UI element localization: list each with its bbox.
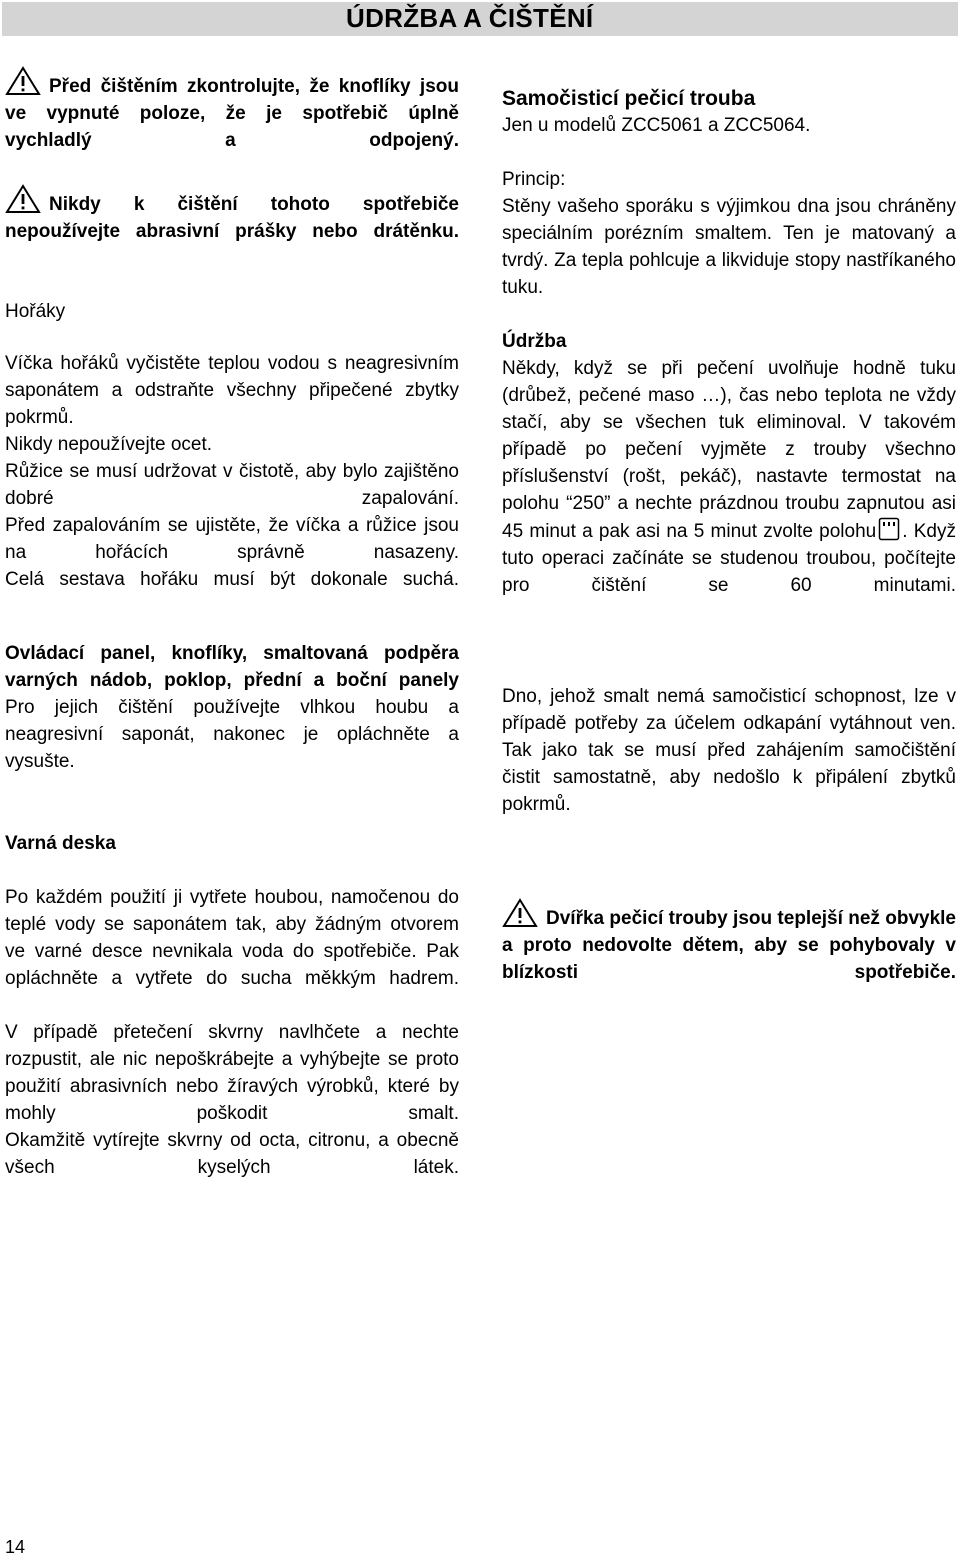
burners-title: Hořáky xyxy=(5,301,66,322)
hob-section xyxy=(5,830,459,1181)
page-number: 14 xyxy=(5,1537,26,1557)
warning-2-text: Nikdy k čištění tohoto spotřebiče nepoužívejte abrasivní prášky nebo drátěnku. xyxy=(5,194,459,242)
hob-paragraph: Po každém použití ji vytřete houbou, namočenou do teplé vody se saponátem tak, aby žádným otvorem ve varné desce nevnikala voda do spotřebiče. Pak opláchněte a vytřete do sucha měkkým hadrem. xyxy=(5,887,459,989)
warning-2 xyxy=(5,184,459,245)
maintenance-body xyxy=(502,355,956,599)
panel-title: Ovládací panel, knoflíky, smaltovaná podpěra varných nádob, poklop, přední a boční panely xyxy=(5,643,459,691)
panel-body: Pro jejich čištění používejte vlhkou houbu a neagresivní saponát, nakonec je opláchněte a vysušte. xyxy=(5,697,459,772)
principle-title: Princip: xyxy=(502,169,566,190)
burners-section xyxy=(5,298,459,593)
bottom-paragraph: Dno, jehož smalt nemá samočisticí schopnost, lze v případě potřeby za účelem odkapání vytáhnout ven. xyxy=(502,686,956,734)
warning-triangle-icon xyxy=(502,898,538,928)
maintenance-section xyxy=(502,328,956,599)
burners-paragraph: Nikdy nepoužívejte ocet. xyxy=(5,434,213,455)
maintenance-title: Údržba xyxy=(502,331,567,352)
warning-3 xyxy=(502,898,956,986)
hob-paragraph: Okamžitě vytírejte skvrny od octa, citronu, a obecně všech kyselých látek. xyxy=(5,1130,459,1178)
principle-body: Stěny vašeho sporáku s výjimkou dna jsou chráněny speciálním porézním smaltem. Ten je matovaný a tvrdý. Za tepla pohlcuje a likviduje stopy nastříkaného tuku. xyxy=(502,196,956,298)
hob-paragraph: V případě přetečení skvrny navlhčete a nechte rozpustit, ale nic nepoškrábejte a vyhýbejte se proto použití abrasivních nebo žíravých výrobků, které by mohly poškodit smalt. xyxy=(5,1022,459,1124)
warning-1-text: Před čištěním zkontrolujte, že knoflíky jsou ve vypnuté poloze, že je spotřebič úplně vychladlý a odpojený. xyxy=(5,76,459,151)
oven-models: Jen u modelů ZCC5061 a ZCC5064. xyxy=(502,115,811,136)
hob-title: Varná deska xyxy=(5,833,116,854)
warning-triangle-icon xyxy=(5,184,41,214)
maintenance-body-part: Někdy, když se při pečení uvolňuje hodně tuku (drůbež, pečené maso …), čas nebo teplota ne vždy stačí, aby se všechen tuk eliminoval. V takovém případě po pečení vyjměte z trouby všechno příslušenství (rošt, pekáč), nastavte termostat na polohu “250” a nechte prázdnou troubu zapnutou asi 45 minut a pak asi na 5 minut zvolte polohu xyxy=(502,358,956,542)
warning-3-text: Dvířka pečicí trouby jsou teplejší než obvykle a proto nedovolte dětem, aby se pohybovaly v blízkosti spotřebiče. xyxy=(502,908,956,983)
oven-top-heat-icon xyxy=(878,517,900,541)
bottom-paragraph: Tak jako tak se musí před zahájením samočištění čistit samostatně, aby nedošlo k připálení zbytků pokrmů. xyxy=(502,740,956,815)
bottom-section xyxy=(502,683,956,818)
page-title: ÚDRŽBA A ČIŠTĚNÍ xyxy=(346,3,594,33)
burners-paragraph: Růžice se musí udržovat v čistotě, aby bylo zajištěno dobré zapalování. xyxy=(5,461,459,509)
panel-section xyxy=(5,640,459,775)
burners-paragraph: Víčka hořáků vyčistěte teplou vodou s neagresivním saponátem a odstraňte všechny připečené zbytky pokrmů. xyxy=(5,353,459,428)
oven-title: Samočisticí pečicí trouba xyxy=(502,87,756,110)
oven-section xyxy=(502,85,956,301)
maintenance-body-part: . Když tuto operaci začínáte se studenou troubou, počítejte pro čištění se 60 minutami. xyxy=(502,521,956,596)
burners-paragraph: Před zapalováním se ujistěte, že víčka a růžice jsou na hořácích správně nasazeny. xyxy=(5,515,459,563)
burners-paragraph: Celá sestava hořáku musí být dokonale suchá. xyxy=(5,569,459,590)
warning-triangle-icon xyxy=(5,66,41,96)
warning-1 xyxy=(5,66,459,154)
